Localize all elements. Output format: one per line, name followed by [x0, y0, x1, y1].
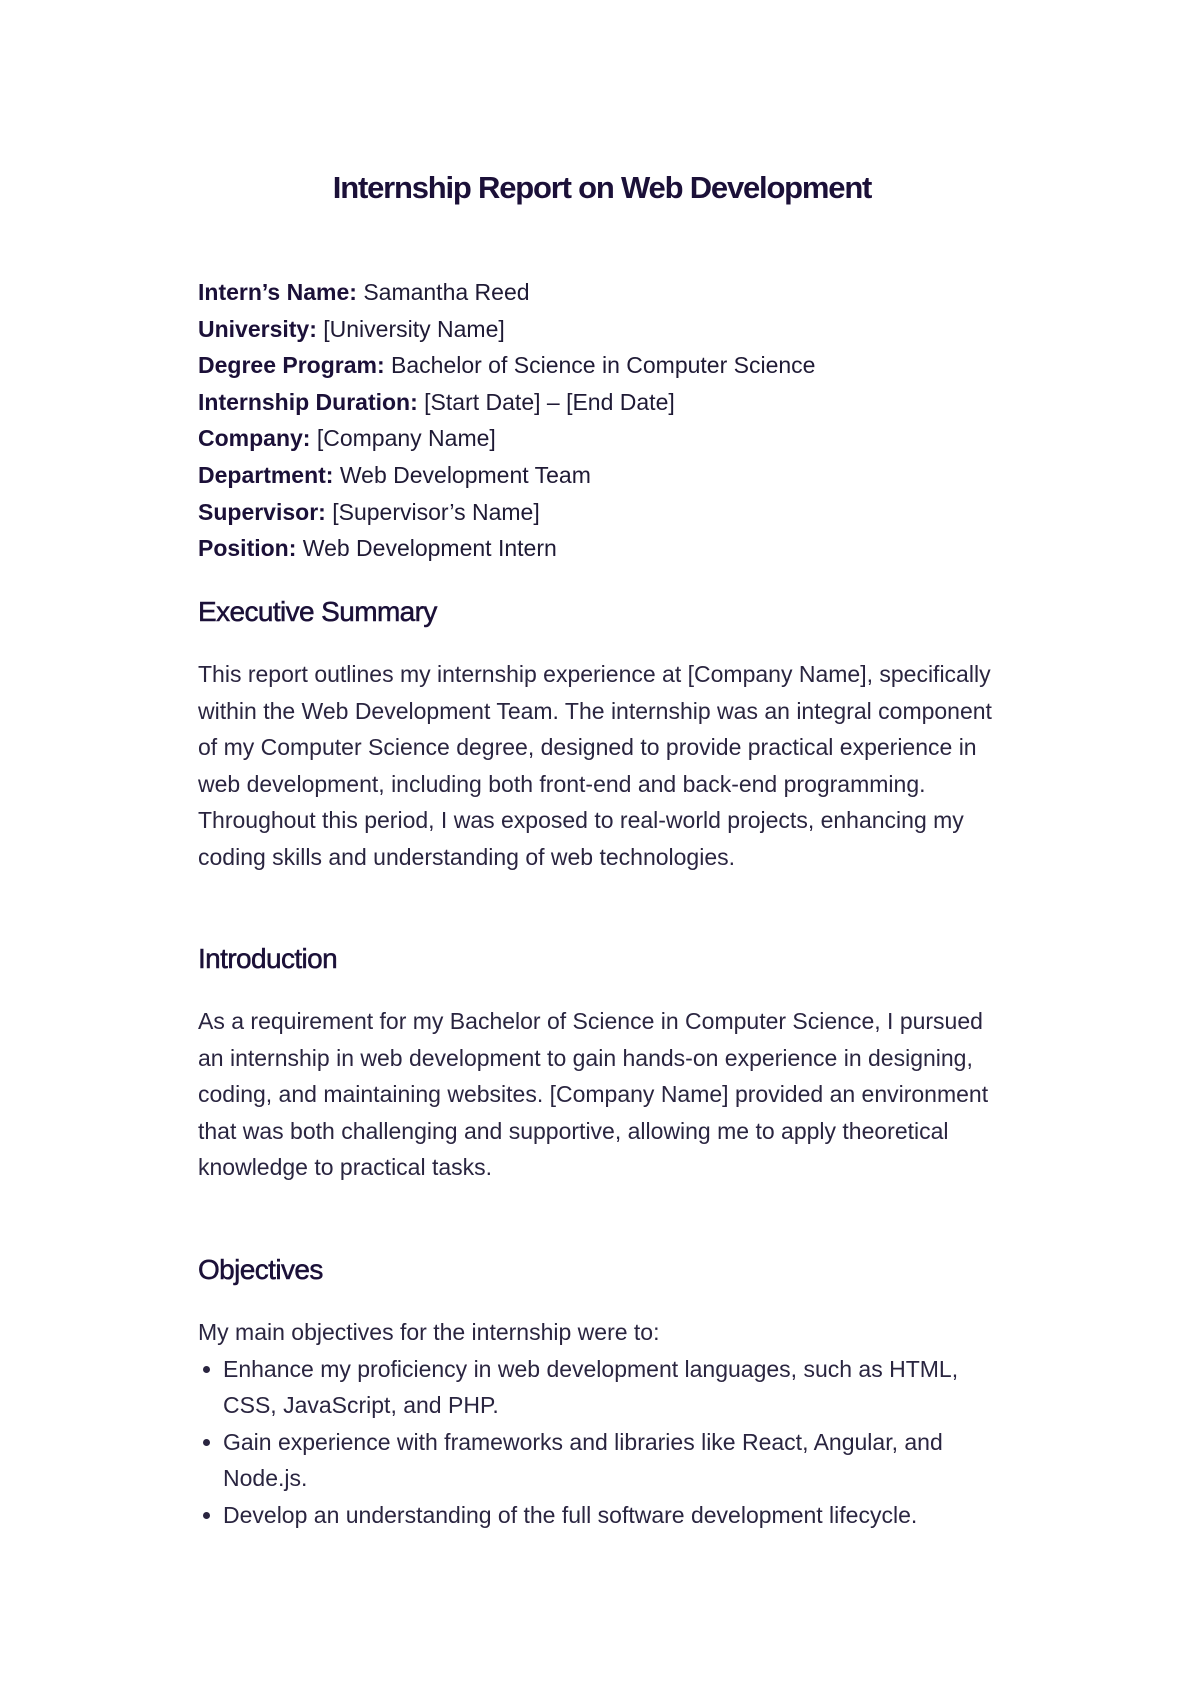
- info-label: University:: [198, 315, 317, 342]
- info-label: Department:: [198, 461, 334, 488]
- introduction-section: [198, 941, 1018, 1186]
- list-item-text: Develop an understanding of the full software development lifecycle.: [223, 1501, 918, 1528]
- info-degree-program: [198, 347, 1018, 384]
- objectives-intro: My main objectives for the internship were to:: [198, 1319, 660, 1345]
- list-item-text: Enhance my proficiency in web development languages, such as HTML, CSS, JavaScript, and PHP.: [223, 1355, 959, 1419]
- list-item-text: Gain experience with frameworks and libraries like React, Angular, and Node.js.: [223, 1428, 943, 1492]
- info-value: Samantha Reed: [363, 279, 530, 305]
- info-internship-duration: [198, 384, 1018, 421]
- introduction-heading: Introduction: [198, 943, 338, 974]
- info-value: Web Development Intern: [302, 535, 557, 562]
- objectives-heading: Objectives: [198, 1254, 323, 1285]
- info-supervisor: [198, 494, 1018, 531]
- info-value: Bachelor of Science in Computer Science: [391, 352, 816, 379]
- executive-summary-section: [198, 594, 1018, 876]
- document-title: Internship Report on Web Development: [332, 170, 872, 205]
- info-label: Intern’s Name:: [198, 279, 357, 305]
- info-value: [Supervisor’s Name]: [332, 498, 540, 525]
- list-item: [198, 1424, 998, 1497]
- info-position: [198, 530, 1018, 567]
- info-label: Company:: [198, 425, 311, 452]
- objectives-list: [198, 1351, 998, 1534]
- executive-summary-body: This report outlines my internship experience at [Company Name], specifically within the Web Development Team. The internship was an integral component of my Computer Science degree, designed to provide practical experience in web development, including both front-end and back-end programming. Throughout this period, I was exposed to real-world projects, enhancing my coding skills and understanding of web technologies.: [198, 661, 992, 870]
- info-label: Position:: [198, 535, 297, 562]
- info-label: Supervisor:: [198, 498, 326, 525]
- bullet-icon: [203, 1439, 210, 1446]
- info-value: Web Development Team: [339, 461, 591, 488]
- list-item: [198, 1351, 998, 1424]
- executive-summary-heading: Executive Summary: [198, 596, 437, 627]
- info-company: [198, 420, 1018, 457]
- bullet-icon: [203, 1366, 210, 1373]
- introduction-body: As a requirement for my Bachelor of Science in Computer Science, I pursued an internship in web development to gain hands-on experience in designing, coding, and maintaining websites. [Company Name] provided an environment that was both challenging and supportive, allowing me to apply theoretical knowledge to practical tasks.: [198, 1008, 989, 1181]
- info-label: Internship Duration:: [198, 388, 418, 415]
- list-item: [198, 1497, 998, 1534]
- info-intern-name: [198, 274, 1018, 311]
- info-value: [Company Name]: [316, 425, 496, 452]
- objectives-section: [198, 1252, 1018, 1534]
- info-value: [University Name]: [323, 315, 505, 342]
- info-value: [Start Date] – [End Date]: [424, 388, 675, 415]
- info-department: [198, 457, 1018, 494]
- info-label: Degree Program:: [198, 352, 385, 379]
- intern-info-block: [198, 274, 1018, 567]
- bullet-icon: [203, 1512, 210, 1519]
- info-university: [198, 311, 1018, 348]
